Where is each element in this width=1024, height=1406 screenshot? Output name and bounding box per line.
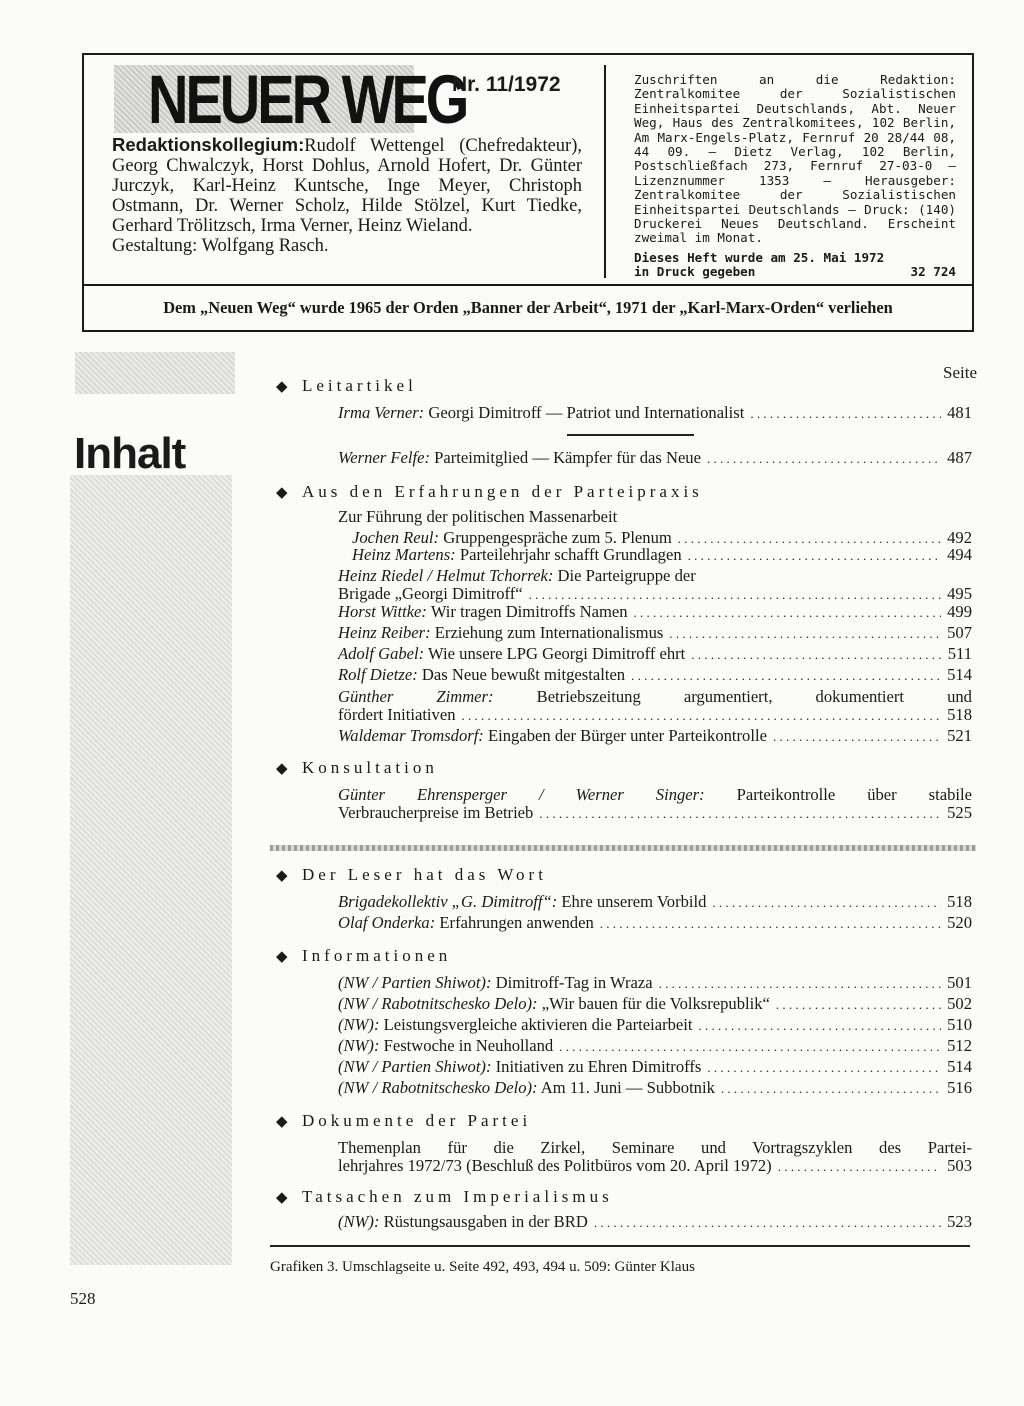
- toc-entry[interactable]: (NW / Rabotnitschesko Delo): Am 11. Juni — Subbotnik . . . 516: [338, 1079, 972, 1098]
- toc-entry[interactable]: (NW / Partien Shiwot): Dimitroff-Tag in Wraza . . . 501: [338, 974, 972, 993]
- issue-number: Nr. 11/1972: [452, 73, 561, 96]
- toc-entry[interactable]: Jochen Reul: Gruppengespräche zum 5. Plenum . . . 492: [352, 529, 972, 548]
- diamond-bullet-icon: ◆: [276, 761, 288, 777]
- page-number: 528: [70, 1289, 96, 1308]
- section-heading: ◆ Der Leser hat das Wort: [276, 865, 547, 884]
- diamond-bullet-icon: ◆: [276, 949, 288, 965]
- diamond-bullet-icon: ◆: [276, 1114, 288, 1130]
- toc-entry[interactable]: Günther Zimmer: Betriebszeitung argumentiert, dokumentiert und fördert Initiativen . . . 518: [338, 688, 972, 724]
- diamond-bullet-icon: ◆: [276, 1190, 288, 1206]
- print-line-1: Dieses Heft wurde am 25. Mai 1972: [634, 250, 885, 265]
- divider: [567, 434, 694, 436]
- toc-entry[interactable]: (NW / Partien Shiwot): Initiativen zu Ehren Dimitroffs . . . 514: [338, 1058, 972, 1077]
- toc-entry[interactable]: Günter Ehrensperger / Werner Singer: Parteikontrolle über stabile Verbraucherpreise im Betrieb . . . 525: [338, 786, 972, 822]
- graphics-credits: Grafiken 3. Umschlagseite u. Seite 492, 493, 494 u. 509: Günter Klaus: [270, 1259, 695, 1275]
- editors-label: Redaktionskollegium:: [112, 134, 305, 155]
- page-column-label: Seite: [943, 363, 977, 382]
- subsection-heading: Zur Führung der politischen Massenarbeit: [338, 507, 618, 526]
- publisher-address: Zuschriften an die Redaktion: Zentralkomitee der Sozialistischen Einheitspartei Deutschlands, Abt. Neuer Weg, Haus des Zentralkomitees, 102 Berlin, Am Marx-Engels-Platz, Fernruf 20 28/44 08, 44 09. — Dietz Verlag, 102 Berlin, Postschließfach 273, Fernruf 27-03-0 — Lizenznummer 1353 — Herausgeber: Zentralkomitee der Sozialistischen Einheitspartei Deutschlands — Druck: (140) Druckerei Neues Deutschland. Erscheint zweimal im Monat.: [634, 72, 956, 246]
- section-heading: ◆ Tatsachen zum Imperialismus: [276, 1187, 613, 1206]
- section-heading: ◆ Konsultation: [276, 758, 438, 777]
- toc-entry[interactable]: Heinz Riedel / Helmut Tchorrek: Die Parteigruppe der Brigade „Georgi Dimitroff“ . . . 495: [338, 567, 972, 603]
- print-code: 32 724: [910, 264, 956, 279]
- magazine-logo: NEUER WEG: [148, 61, 467, 138]
- toc-entry[interactable]: Werner Felfe: Parteimitglied — Kämpfer für das Neue . . . 487: [338, 449, 972, 468]
- footer-divider: [270, 1245, 970, 1247]
- toc-entry[interactable]: (NW): Rüstungsausgaben in der BRD . . . 523: [338, 1213, 972, 1232]
- section-heading: ◆ Aus den Erfahrungen der Parteipraxis: [276, 482, 703, 501]
- toc-entry[interactable]: Heinz Reiber: Erziehung zum Internationalismus . . . 507: [338, 624, 972, 643]
- contents-heading: Inhalt: [74, 429, 186, 478]
- section-divider: [270, 845, 976, 851]
- toc-entry[interactable]: Adolf Gabel: Wie unsere LPG Georgi Dimitroff ehrt . . . 511: [338, 645, 972, 664]
- editors-list: Rudolf Wettengel (Chefredakteur), Georg Chwalczyk, Horst Dohlus, Arnold Hofert, Dr. Günter Jurczyk, Karl-Heinz Kuntsche, Inge Meyer, Christoph Ostmann, Dr. Werner Scholz, Hilde Stölzel, Kurt Tiedke, Gerhard Trölitzsch, Irma Verner, Heinz Wieland.: [112, 136, 582, 236]
- section-heading: ◆ Informationen: [276, 946, 452, 965]
- design-credit: Gestaltung: Wolfgang Rasch.: [112, 236, 329, 256]
- toc-entry[interactable]: (NW): Leistungsvergleiche aktivieren die Parteiarbeit . . . 510: [338, 1016, 972, 1035]
- toc-entry[interactable]: Brigadekollektiv „G. Dimitroff“: Ehre unserem Vorbild . . . 518: [338, 893, 972, 912]
- toc-entry[interactable]: (NW / Rabotnitschesko Delo): „Wir bauen für die Volksrepublik“ . . . 502: [338, 995, 972, 1014]
- toc-entry[interactable]: Heinz Martens: Parteilehrjahr schafft Grundlagen . . . 494: [352, 546, 972, 565]
- toc-entry[interactable]: Themenplan für die Zirkel, Seminare und Vortragszyklen des Partei- lehrjahres 1972/73 (Beschluß des Politbüros vom 20. April 1972) . . . 503: [338, 1139, 972, 1175]
- toc-entry[interactable]: Irma Verner: Georgi Dimitroff — Patriot und Internationalist . . . 481: [338, 404, 972, 423]
- print-line-2: in Druck gegeben: [634, 264, 756, 279]
- toc-entry[interactable]: Olaf Onderka: Erfahrungen anwenden . . . 520: [338, 914, 972, 933]
- section-heading: ◆ Dokumente der Partei: [276, 1111, 532, 1130]
- section-heading: ◆ Leitartikel: [276, 376, 417, 395]
- diamond-bullet-icon: ◆: [276, 868, 288, 884]
- toc-entry[interactable]: (NW): Festwoche in Neuholland . . . 512: [338, 1037, 972, 1056]
- award-banner: Dem „Neuen Weg“ wurde 1965 der Orden „Banner der Arbeit“, 1971 der „Karl-Marx-Orden“ verliehen: [163, 298, 893, 317]
- diamond-bullet-icon: ◆: [276, 379, 288, 395]
- toc-entry[interactable]: Horst Wittke: Wir tragen Dimitroffs Namen . . . 499: [338, 603, 972, 622]
- toc-entry[interactable]: Waldemar Tromsdorf: Eingaben der Bürger unter Parteikontrolle . . . 521: [338, 727, 972, 746]
- diamond-bullet-icon: ◆: [276, 485, 288, 501]
- toc-entry[interactable]: Rolf Dietze: Das Neue bewußt mitgestalten . . . 514: [338, 666, 972, 685]
